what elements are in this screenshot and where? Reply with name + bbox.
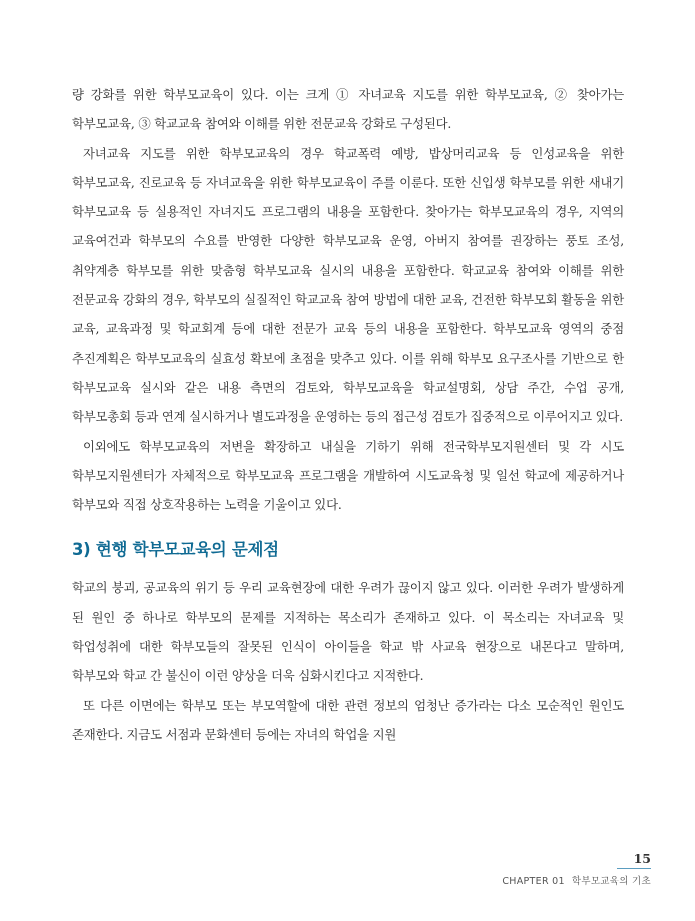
- page-number: 15: [633, 851, 651, 866]
- paragraph-3: 이외에도 학부모교육의 저변을 확장하고 내실을 기하기 위해 전국학부모지원센터 및 각 시도 학부모지원센터가 자체적으로 학부모교육 프로그램을 개발하여 시도교육청 및 일선 학교에 제공하거나 학부모와 직접 상호작용하는 노력을 기울이고 있다.: [72, 438, 624, 513]
- chapter-label: CHAPTER 01: [502, 876, 565, 887]
- chapter-title: 학부모교육의 기초: [571, 876, 651, 887]
- paragraph-4: 학교의 붕괴, 공교육의 위기 등 우리 교육현장에 대한 우려가 끊이지 않고 있다. 이러한 우려가 발생하게 된 원인 중 하나로 학부모의 문제를 지적하는 목소리가 존재하고 있다. 이 목소리는 자녀교육 및 학업성취에 대한 학부모들의 잘못된 인식이 아이들을 학교 밖 사교육 현장으로 내몬다고 말하며, 학부모와 학교 간 불신이 이런 양상을 더욱 심화시킨다고 지적한다.: [72, 580, 624, 684]
- page-number-rule: [617, 868, 651, 869]
- paragraph-5: 또 다른 이면에는 학부모 또는 부모역할에 대한 관련 정보의 엄청난 증가라는 다소 모순적인 원인도 존재한다. 지금도 서점과 문화센터 등에는 자녀의 학업을 지원: [72, 697, 624, 742]
- running-footer: [502, 873, 651, 887]
- paragraph-2: 자녀교육 지도를 위한 학부모교육의 경우 학교폭력 예방, 밥상머리교육 등 인성교육을 위한 학부모교육, 진로교육 등 자녀교육을 위한 학부모교육이 주를 이룬다. 또한 신입생 학부모를 위한 새내기 학부모교육 등 실용적인 자녀지도 프로그램의 내용을 포함한다. 찾아가는 학부모교육의 경우, 지역의 교육여건과 학부모의 수요를 반영한 다양한 학부모교육 운영, 아버지 참여를 권장하는 풍토 조성, 취약계층 학부모를 위한 맞춤형 학부모교육 실시의 내용을 포함한다. 학교교육 참여와 이해를 위한 전문교육 강화의 경우, 학부모의 실질적인 학교교육 참여 방법에 대한 교육, 건전한 학부모회 활동을 위한 교육, 교육과정 및 학교회계 등에 대한 전문가 교육 등의 내용을 포함한다. 학부모교육 영역의 중점 추진계획은 학부모교육의 실효성 확보에 초점을 맞추고 있다. 이를 위해 학부모 요구조사를 기반으로 한 학부모교육 실시와 같은 내용 측면의 검토와, 학부모교육을 학교설명회, 상담 주간, 수업 공개, 학부모총회 등과 연계 실시하거나 별도과정을 운영하는 등의 접근성 검토가 집중적으로 이루어지고 있다.: [72, 145, 624, 425]
- paragraph-1: 량 강화를 위한 학부모교육이 있다. 이는 크게 ① 자녀교육 지도를 위한 학부모교육, ② 찾아가는 학부모교육, ③ 학교교육 참여와 이해를 위한 전문교육 강화로 구성된다.: [72, 87, 624, 132]
- document-body: [72, 80, 624, 749]
- section-heading: 3) 현행 학부모교육의 문제점: [72, 540, 279, 560]
